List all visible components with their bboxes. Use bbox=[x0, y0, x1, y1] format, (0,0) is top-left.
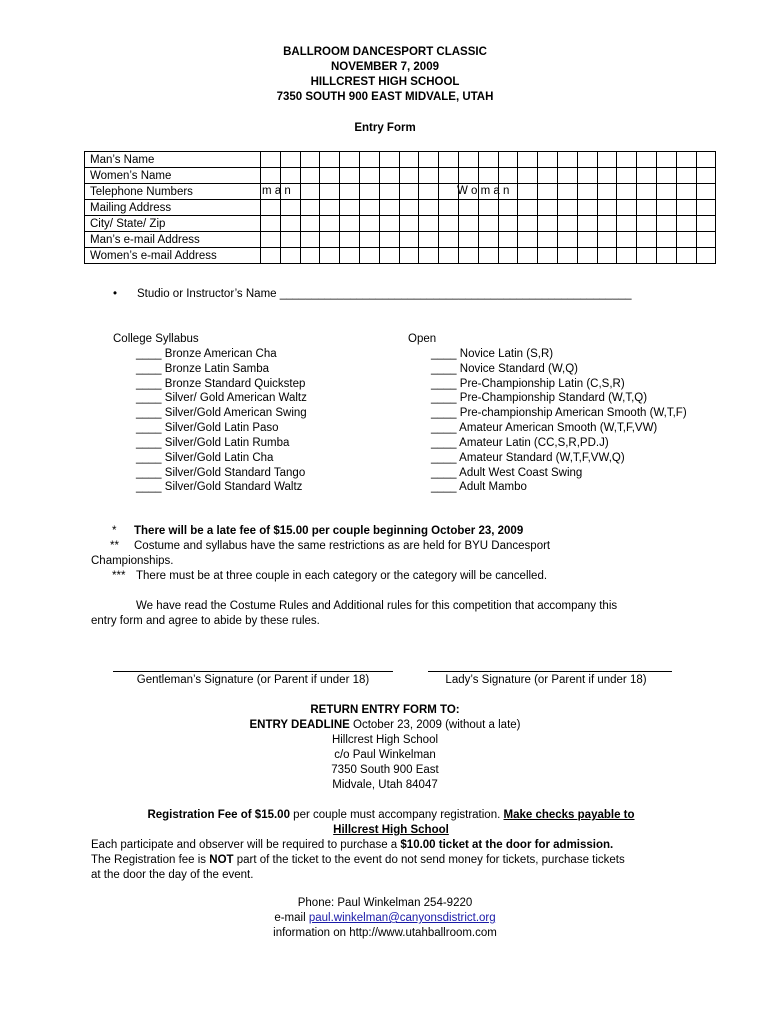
grid-box[interactable] bbox=[340, 200, 360, 216]
grid-box[interactable] bbox=[340, 232, 360, 248]
grid-row bbox=[85, 216, 716, 232]
grid-box[interactable] bbox=[320, 152, 340, 168]
email-prefix: e-mail bbox=[274, 912, 309, 924]
grid-box[interactable] bbox=[577, 248, 597, 264]
grid-box[interactable] bbox=[439, 200, 459, 216]
grid-box[interactable] bbox=[419, 248, 439, 264]
grid-box[interactable] bbox=[557, 216, 577, 232]
checks-payee-line bbox=[91, 823, 691, 838]
grid-box[interactable] bbox=[696, 216, 716, 232]
grid-box[interactable] bbox=[597, 232, 617, 248]
contact-website: information on http://www.utahballroom.com bbox=[273, 927, 497, 939]
grid-box[interactable] bbox=[518, 232, 538, 248]
grid-box[interactable] bbox=[656, 168, 676, 184]
note1: There will be a late fee of $15.00 per couple beginning October 23, 2009 bbox=[134, 525, 524, 537]
grid-box[interactable] bbox=[478, 168, 498, 184]
grid-box[interactable] bbox=[617, 200, 637, 216]
grid-box[interactable] bbox=[359, 184, 379, 200]
college-item[interactable]: ____ Bronze Latin Samba bbox=[136, 362, 269, 375]
college-item[interactable]: ____ Silver/Gold Standard Waltz bbox=[136, 481, 303, 494]
grid-box[interactable] bbox=[458, 152, 478, 168]
agreement-line1: We have read the Costume Rules and Additional rules for this competition that accompany this bbox=[136, 600, 618, 612]
grid-box[interactable] bbox=[518, 216, 538, 232]
grid-box[interactable] bbox=[676, 152, 696, 168]
college-item[interactable]: ____ Silver/Gold American Swing bbox=[136, 407, 307, 420]
grid-box[interactable] bbox=[280, 232, 300, 248]
grid-box[interactable] bbox=[498, 232, 518, 248]
grid-box[interactable] bbox=[261, 152, 281, 168]
grid-box[interactable] bbox=[656, 216, 676, 232]
grid-box[interactable] bbox=[399, 232, 419, 248]
grid-box[interactable] bbox=[439, 248, 459, 264]
grid-box[interactable] bbox=[637, 152, 657, 168]
grid-box[interactable] bbox=[280, 168, 300, 184]
open-item[interactable]: ____ Novice Standard (W,Q) bbox=[431, 362, 579, 375]
grid-box[interactable] bbox=[557, 184, 577, 200]
grid-box[interactable] bbox=[577, 184, 597, 200]
open-list bbox=[408, 332, 687, 495]
grid-box[interactable] bbox=[518, 200, 538, 216]
grid-box[interactable] bbox=[478, 232, 498, 248]
grid-row bbox=[85, 248, 716, 264]
grid-box[interactable] bbox=[280, 152, 300, 168]
grid-box[interactable] bbox=[518, 248, 538, 264]
grid-row bbox=[85, 200, 716, 216]
ticket-price: $10.00 ticket at the door for admission. bbox=[400, 839, 614, 851]
open-item[interactable]: ____ Pre-championship American Smooth (W,T,F) bbox=[431, 407, 687, 420]
grid-row-label: Women’s e-mail Address bbox=[85, 248, 261, 264]
grid-box[interactable] bbox=[419, 184, 439, 200]
grid-box[interactable] bbox=[557, 200, 577, 216]
grid-box[interactable] bbox=[617, 168, 637, 184]
checks-payable: Make checks payable to bbox=[503, 809, 635, 821]
grid-box[interactable] bbox=[597, 152, 617, 168]
grid-box[interactable] bbox=[478, 216, 498, 232]
grid-box[interactable] bbox=[597, 184, 617, 200]
grid-box[interactable] bbox=[676, 168, 696, 184]
grid-row-label: Telephone Numbers bbox=[85, 184, 261, 200]
contact-phone: Phone: Paul Winkelman 254-9220 bbox=[297, 897, 473, 909]
grid-box[interactable] bbox=[379, 152, 399, 168]
studio-label: Studio or Instructor’s Name _______________________________________________________ bbox=[137, 288, 632, 300]
grid-box[interactable] bbox=[280, 200, 300, 216]
open-item[interactable]: ____ Amateur Standard (W,T,F,VW,Q) bbox=[431, 451, 625, 464]
note1-mark: * bbox=[112, 525, 117, 537]
grid-box[interactable] bbox=[617, 216, 637, 232]
grid-box[interactable] bbox=[359, 200, 379, 216]
grid-box[interactable] bbox=[577, 152, 597, 168]
grid-box[interactable] bbox=[557, 152, 577, 168]
grid-box[interactable] bbox=[676, 232, 696, 248]
lady-signature-line[interactable] bbox=[428, 671, 672, 672]
registration-info bbox=[91, 808, 691, 883]
grid-box[interactable] bbox=[557, 232, 577, 248]
reg-fee-text-a: The Registration fee is bbox=[91, 854, 210, 866]
grid-box[interactable] bbox=[617, 248, 637, 264]
grid-box[interactable] bbox=[379, 184, 399, 200]
gentleman-signature-label: Gentleman’s Signature (or Parent if under 18) bbox=[136, 674, 370, 686]
return-addr2: c/o Paul Winkelman bbox=[334, 749, 436, 761]
grid-box[interactable] bbox=[458, 200, 478, 216]
grid-box[interactable] bbox=[399, 216, 419, 232]
grid-box[interactable] bbox=[676, 184, 696, 200]
grid-box[interactable] bbox=[557, 248, 577, 264]
event-address: 7350 SOUTH 900 EAST MIDVALE, UTAH bbox=[276, 91, 494, 103]
grid-box[interactable] bbox=[617, 232, 637, 248]
grid-box[interactable] bbox=[597, 200, 617, 216]
grid-box[interactable] bbox=[419, 232, 439, 248]
grid-row-label: Man’s e-mail Address bbox=[85, 232, 261, 248]
grid-box[interactable] bbox=[656, 248, 676, 264]
grid-box[interactable] bbox=[340, 152, 360, 168]
grid-box[interactable] bbox=[300, 168, 320, 184]
grid-box[interactable] bbox=[419, 200, 439, 216]
reg-fee-text-c: at the door the day of the event. bbox=[91, 869, 254, 881]
open-item[interactable]: ____ Adult West Coast Swing bbox=[431, 466, 583, 479]
grid-row-label: City/ State/ Zip bbox=[85, 216, 261, 232]
reg-fee-line bbox=[91, 853, 691, 868]
grid-box[interactable] bbox=[498, 200, 518, 216]
grid-box[interactable] bbox=[478, 152, 498, 168]
grid-box[interactable] bbox=[379, 200, 399, 216]
grid-box[interactable] bbox=[320, 200, 340, 216]
grid-box[interactable] bbox=[261, 216, 281, 232]
grid-box[interactable] bbox=[538, 216, 558, 232]
ticket-text: Each participate and observer will be required to purchase a bbox=[91, 839, 401, 851]
grid-box[interactable] bbox=[676, 200, 696, 216]
grid-row bbox=[85, 184, 716, 200]
grid-box[interactable] bbox=[439, 168, 459, 184]
notes bbox=[91, 524, 691, 584]
grid-box[interactable] bbox=[696, 232, 716, 248]
grid-box[interactable] bbox=[320, 216, 340, 232]
grid-box[interactable] bbox=[478, 248, 498, 264]
event-date: NOVEMBER 7, 2009 bbox=[330, 61, 439, 73]
grid-box[interactable] bbox=[379, 232, 399, 248]
grid-box[interactable] bbox=[340, 168, 360, 184]
bullet-icon: • bbox=[113, 288, 118, 300]
grid-box[interactable] bbox=[261, 248, 281, 264]
grid-box[interactable] bbox=[320, 168, 340, 184]
college-syllabus-list bbox=[113, 332, 307, 495]
grid-box[interactable] bbox=[498, 248, 518, 264]
grid-row-label: Man’s Name bbox=[85, 152, 261, 168]
grid-box[interactable] bbox=[656, 200, 676, 216]
grid-box[interactable] bbox=[379, 216, 399, 232]
open-item[interactable]: ____ Amateur Latin (CC,S,R,PD.J) bbox=[431, 436, 609, 449]
grid-box[interactable] bbox=[458, 216, 478, 232]
grid-box[interactable] bbox=[379, 168, 399, 184]
grid-box[interactable] bbox=[419, 152, 439, 168]
reg-fee-not: NOT bbox=[209, 854, 234, 866]
grid-box[interactable] bbox=[300, 152, 320, 168]
fee-rest: per couple must accompany registration. bbox=[289, 809, 504, 821]
grid-box[interactable] bbox=[458, 248, 478, 264]
grid-box[interactable] bbox=[518, 168, 538, 184]
grid-box[interactable] bbox=[419, 168, 439, 184]
agreement-line2: entry form and agree to abide by these rules. bbox=[91, 615, 320, 627]
college-item[interactable]: ____ Silver/Gold Latin Paso bbox=[136, 422, 279, 435]
note2-mark: ** bbox=[110, 540, 119, 552]
grid-box[interactable] bbox=[498, 216, 518, 232]
grid-box[interactable] bbox=[676, 248, 696, 264]
grid-box[interactable] bbox=[617, 152, 637, 168]
grid-box[interactable] bbox=[696, 184, 716, 200]
form-title: Entry Form bbox=[354, 122, 416, 134]
grid-box[interactable] bbox=[557, 168, 577, 184]
grid-box[interactable] bbox=[637, 216, 657, 232]
grid-box[interactable] bbox=[300, 248, 320, 264]
grid-box[interactable] bbox=[656, 184, 676, 200]
grid-box[interactable] bbox=[637, 184, 657, 200]
grid-box[interactable] bbox=[676, 216, 696, 232]
grid-box[interactable] bbox=[399, 200, 419, 216]
grid-box[interactable] bbox=[637, 232, 657, 248]
grid-box[interactable] bbox=[359, 168, 379, 184]
grid-box[interactable] bbox=[300, 184, 320, 200]
grid-row bbox=[85, 232, 716, 248]
grid-box[interactable] bbox=[399, 152, 419, 168]
reg-fee-text-b: part of the ticket to the event do not send money for tickets, purchase tickets bbox=[233, 854, 625, 866]
note3: There must be at three couple in each category or the category will be cancelled. bbox=[136, 570, 548, 582]
grid-box[interactable] bbox=[261, 200, 281, 216]
return-addr1: Hillcrest High School bbox=[331, 734, 439, 746]
open-heading: Open bbox=[408, 333, 437, 345]
grid-box[interactable] bbox=[597, 216, 617, 232]
contact-info bbox=[0, 896, 770, 941]
grid-box[interactable] bbox=[280, 216, 300, 232]
grid-box[interactable] bbox=[577, 168, 597, 184]
grid-box[interactable] bbox=[538, 248, 558, 264]
grid-box[interactable] bbox=[637, 200, 657, 216]
grid-box[interactable] bbox=[439, 152, 459, 168]
college-item[interactable]: ____ Silver/Gold Latin Rumba bbox=[136, 436, 290, 449]
email-link[interactable]: paul.winkelman@canyonsdistrict.org bbox=[308, 912, 496, 924]
grid-box[interactable] bbox=[498, 168, 518, 184]
grid-box[interactable] bbox=[458, 232, 478, 248]
note3-mark: *** bbox=[112, 570, 126, 582]
grid-box[interactable] bbox=[359, 216, 379, 232]
grid-box[interactable] bbox=[399, 184, 419, 200]
grid-box[interactable] bbox=[359, 248, 379, 264]
grid-box[interactable] bbox=[637, 168, 657, 184]
grid-box[interactable] bbox=[538, 232, 558, 248]
return-addr3: 7350 South 900 East bbox=[331, 764, 439, 776]
grid-box[interactable] bbox=[518, 184, 538, 200]
deadline-date: October 23, 2009 (without a late) bbox=[349, 719, 521, 731]
grid-row bbox=[85, 168, 716, 184]
college-item[interactable]: ____ Silver/Gold Standard Tango bbox=[136, 466, 306, 479]
grid-box[interactable] bbox=[577, 216, 597, 232]
gentleman-signature-line[interactable] bbox=[113, 671, 393, 672]
entry-deadline bbox=[0, 718, 770, 733]
grid-box[interactable] bbox=[419, 216, 439, 232]
grid-box[interactable] bbox=[439, 232, 459, 248]
college-item[interactable]: ____ Bronze Standard Quickstep bbox=[136, 377, 306, 390]
entry-grid bbox=[84, 151, 716, 264]
grid-box[interactable] bbox=[656, 152, 676, 168]
grid-box[interactable] bbox=[637, 248, 657, 264]
deadline-label: ENTRY DEADLINE bbox=[249, 719, 350, 731]
grid-row bbox=[85, 152, 716, 168]
grid-box[interactable] bbox=[439, 184, 459, 200]
college-item[interactable]: ____ Silver/ Gold American Waltz bbox=[136, 392, 307, 405]
grid-box[interactable] bbox=[538, 184, 558, 200]
grid-box[interactable] bbox=[656, 232, 676, 248]
grid-box[interactable] bbox=[617, 184, 637, 200]
grid-box[interactable] bbox=[340, 248, 360, 264]
grid-box[interactable] bbox=[359, 232, 379, 248]
grid-box[interactable] bbox=[518, 152, 538, 168]
grid-box[interactable] bbox=[577, 232, 597, 248]
grid-box[interactable] bbox=[439, 216, 459, 232]
event-header bbox=[0, 45, 770, 105]
grid-box[interactable] bbox=[538, 200, 558, 216]
open-item[interactable]: ____ Pre-Championship Latin (C,S,R) bbox=[431, 377, 625, 390]
contact-email-line bbox=[0, 911, 770, 926]
grid-box[interactable] bbox=[359, 152, 379, 168]
grid-box[interactable] bbox=[300, 216, 320, 232]
agreement bbox=[91, 599, 681, 629]
tel-man-label: m a n bbox=[262, 185, 291, 197]
open-item[interactable]: ____ Amateur American Smooth (W,T,F,VW) bbox=[431, 422, 658, 435]
grid-box[interactable] bbox=[399, 168, 419, 184]
grid-box[interactable] bbox=[300, 200, 320, 216]
open-item[interactable]: ____ Pre-Championship Standard (W,T,Q) bbox=[431, 392, 648, 405]
tel-woman-label: W o m a n bbox=[457, 185, 510, 197]
grid-box[interactable] bbox=[458, 168, 478, 184]
grid-box[interactable] bbox=[320, 232, 340, 248]
college-item[interactable]: ____ Silver/Gold Latin Cha bbox=[136, 451, 274, 464]
grid-box[interactable] bbox=[498, 152, 518, 168]
grid-box[interactable] bbox=[696, 200, 716, 216]
note2-cont: Championships. bbox=[91, 555, 174, 567]
return-addr4: Midvale, Utah 84047 bbox=[332, 779, 438, 791]
grid-box[interactable] bbox=[597, 248, 617, 264]
grid-box[interactable] bbox=[478, 200, 498, 216]
return-title: RETURN ENTRY FORM TO: bbox=[310, 704, 460, 716]
grid-box[interactable] bbox=[340, 184, 360, 200]
grid-box[interactable] bbox=[538, 168, 558, 184]
grid-box[interactable] bbox=[538, 152, 558, 168]
grid-box[interactable] bbox=[300, 232, 320, 248]
checks-payee: Hillcrest High School bbox=[333, 824, 449, 836]
fee-line bbox=[91, 808, 691, 823]
lady-signature-label: Lady’s Signature (or Parent if under 18) bbox=[445, 674, 647, 686]
studio-field[interactable] bbox=[113, 288, 632, 300]
grid-row-label: Mailing Address bbox=[85, 200, 261, 216]
grid-box[interactable] bbox=[696, 168, 716, 184]
grid-box[interactable] bbox=[696, 152, 716, 168]
grid-box[interactable] bbox=[340, 216, 360, 232]
college-heading: College Syllabus bbox=[113, 333, 199, 345]
college-item[interactable]: ____ Bronze American Cha bbox=[136, 347, 277, 360]
grid-box[interactable] bbox=[261, 232, 281, 248]
grid-box[interactable] bbox=[577, 200, 597, 216]
note2: Costume and syllabus have the same restrictions as are held for BYU Dancesport bbox=[134, 540, 551, 552]
event-venue: HILLCREST HIGH SCHOOL bbox=[310, 76, 460, 88]
grid-box[interactable] bbox=[399, 248, 419, 264]
grid-box[interactable] bbox=[280, 248, 300, 264]
grid-box[interactable] bbox=[261, 168, 281, 184]
grid-box[interactable] bbox=[597, 168, 617, 184]
grid-box[interactable] bbox=[320, 248, 340, 264]
grid-box[interactable] bbox=[696, 248, 716, 264]
event-title: BALLROOM DANCESPORT CLASSIC bbox=[283, 46, 487, 58]
open-item[interactable]: ____ Novice Latin (S,R) bbox=[431, 347, 554, 360]
grid-box[interactable] bbox=[320, 184, 340, 200]
grid-row-label: Women’s Name bbox=[85, 168, 261, 184]
fee-bold: Registration Fee of $15.00 bbox=[147, 809, 290, 821]
ticket-line bbox=[91, 838, 691, 853]
open-item[interactable]: ____ Adult Mambo bbox=[431, 481, 527, 494]
return-info bbox=[0, 703, 770, 793]
grid-box[interactable] bbox=[379, 248, 399, 264]
